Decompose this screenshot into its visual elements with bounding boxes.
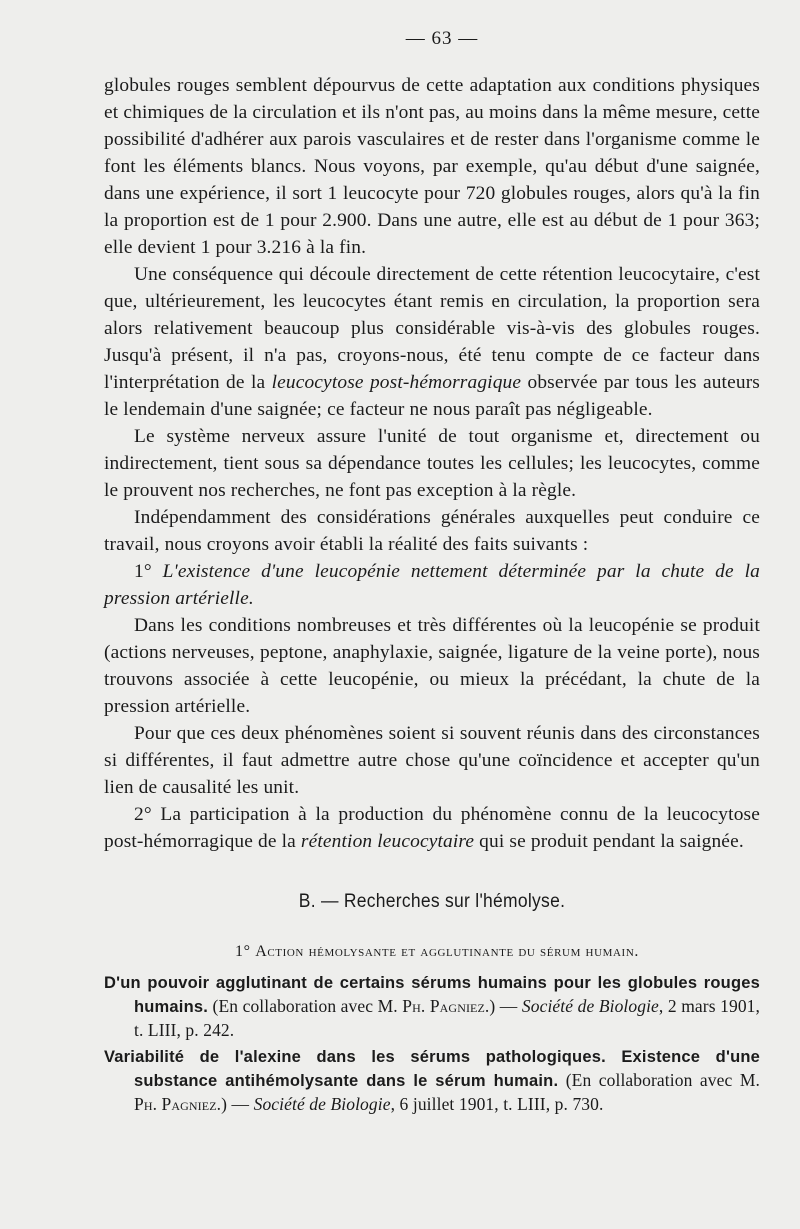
page-number: — 63 —	[405, 28, 479, 49]
paragraph-2-text-a: Une conséquence qui découle directement de cette rétention leucocytaire, c'est que, ultérieurement, les leucocytes étant remis en circulation, la proportion sera alors relativement beaucoup plus considérable vis-à-vis des globules rouges. Jusqu'à présent, il n'a pas, croyons-nous, été tenu compte de ce facteur dans l'interprétation de la	[104, 264, 760, 393]
entry-collab-post: .) —	[484, 996, 522, 1016]
sub-heading	[104, 943, 760, 961]
paragraph-3: Le système nerveux assure l'unité de tout organisme et, directement ou indirectement, tient sous sa dépendance toutes les cellules; les leucocytes, comme le prouvent nos recherches, ne font pas exception à la règle.	[104, 426, 760, 501]
entry-ref: , 6 juillet 1901, t. LIII, p. 730.	[390, 1094, 604, 1114]
sub-heading-text: Action hémolysante et agglutinante du sérum humain.	[255, 943, 639, 960]
paragraph-2-text-b: observée par tous les auteurs le lendemain d'une saignée; ce facteur ne nous paraît pas négligeable.	[104, 372, 760, 420]
paragraph-7: Pour que ces deux phénomènes soient si souvent réunis dans des circonstances si différentes, il faut admettre autre chose qu'une coïncidence et accepter qu'un lien de causalité les unit.	[104, 723, 760, 798]
entry-journal: Société de Biologie	[253, 1094, 391, 1114]
entry-collab-name: M. Ph. Pagniez	[377, 996, 485, 1016]
entry-ref: , 2 mars 1901, t. LIII, p. 242.	[134, 996, 761, 1040]
entry-title: D'un pouvoir agglutinant de certains sérums humains pour les globules rouges humains.	[104, 974, 760, 1016]
paragraph-5	[104, 558, 760, 612]
paragraph-8-emphasis: rétention leucocytaire	[300, 831, 475, 852]
paragraph-5-number: 1°	[134, 561, 163, 582]
entry-collab-name: M. Ph. Pagniez	[134, 1070, 760, 1114]
entry-collab-post: .) —	[216, 1094, 254, 1114]
paragraph-8-text-a: 2° La participation à la production du phénomène connu de la leucocytose post-hémorragique de la	[104, 804, 760, 852]
paragraph-8	[104, 801, 760, 855]
paragraph-1: globules rouges semblent dépourvus de cette adaptation aux conditions physiques et chimiques de la circulation et ils n'ont pas, au moins dans la même mesure, cette possibilité d'adhérer aux parois vasculaires et de rester dans l'organisme comme le font les éléments blancs. Nous voyons, par exemple, qu'au début d'une saignée, dans une expérience, il sort 1 leucocyte pour 720 globules rouges, alors qu'à la fin la proportion est de 1 pour 2.900. Dans une autre, elle est au début de 1 pour 363; elle devient 1 pour 3.216 à la fin.	[104, 75, 760, 258]
entry-collab-pre: (En collaboration avec	[558, 1070, 740, 1090]
paragraph-2-emphasis: leucocytose post-hémorragique	[271, 372, 522, 393]
section-heading: B. — Recherches sur l'hémolyse.	[298, 891, 566, 912]
bibliography-entry	[104, 1045, 760, 1116]
entry-journal: Société de Biologie	[521, 996, 659, 1016]
body-text	[104, 72, 760, 855]
paragraph-6: Dans les conditions nombreuses et très différentes où la leucopénie se produit (actions nerveuses, peptone, anaphylaxie, saignée, ligature de la veine porte), nous trouvons associée à cette leucopénie, ou mieux la précédant, la chute de la pression artérielle.	[104, 615, 760, 717]
paragraph-2	[104, 261, 760, 423]
document-page	[104, 28, 760, 1119]
bibliography-entry	[104, 971, 760, 1042]
entry-title: Variabilité de l'alexine dans les sérums pathologiques. Existence d'une substance antihémolysante dans le sérum humain.	[104, 1048, 760, 1090]
paragraph-4: Indépendamment des considérations générales auxquelles peut conduire ce travail, nous croyons avoir établi la réalité des faits suivants :	[104, 507, 760, 555]
paragraph-5-emphasis: L'existence d'une leucopénie nettement déterminée par la chute de la pression artérielle.	[104, 561, 760, 609]
sub-heading-number: 1°	[235, 943, 256, 960]
entry-collab-pre: (En collaboration avec	[208, 996, 378, 1016]
paragraph-8-text-b: qui se produit pendant la saignée.	[474, 831, 744, 852]
